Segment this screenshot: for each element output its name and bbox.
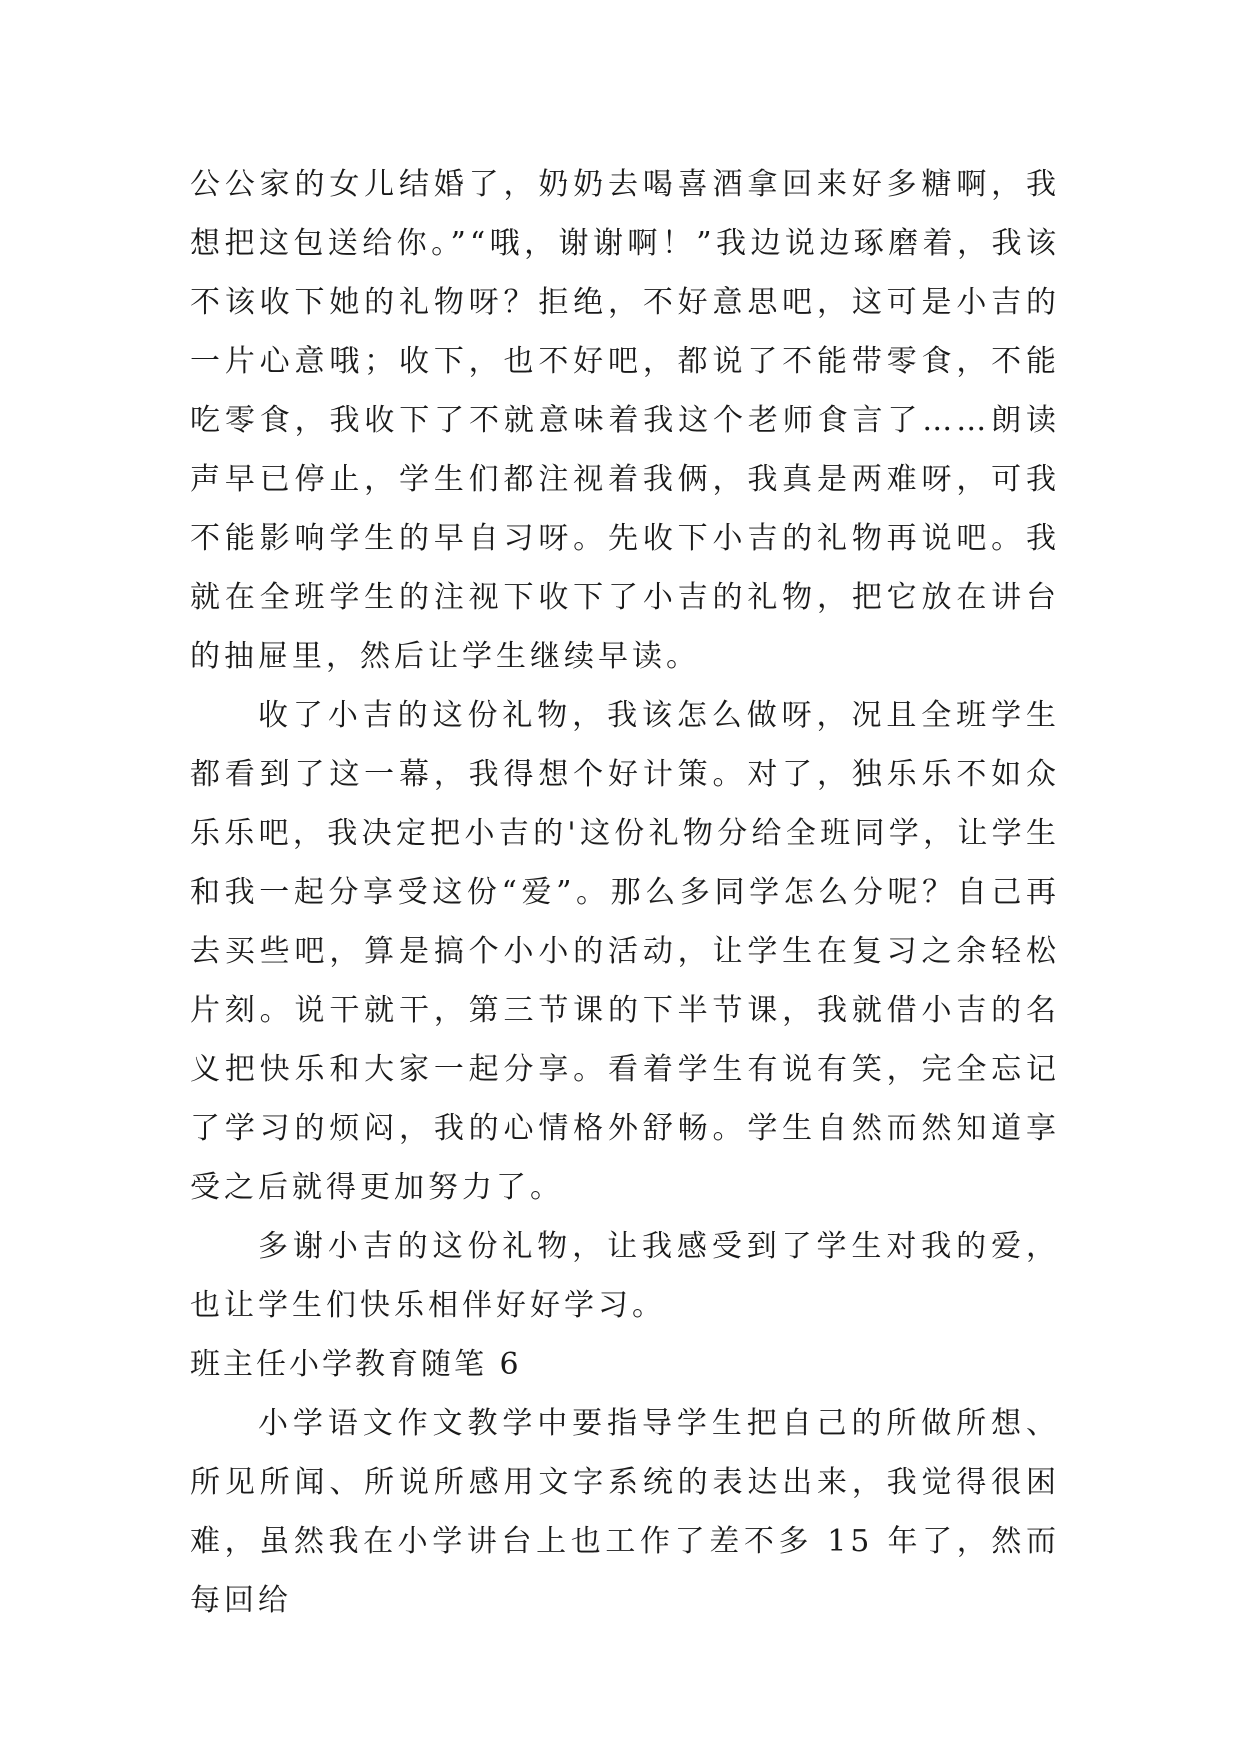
paragraph: 小学语文作文教学中要指导学生把自己的所做所想、所见所闻、所说所感用文字系统的表达出来，我觉得很困难，虽然我在小学讲台上也工作了差不多 15 年了，然而每回给: [190, 1406, 1060, 1618]
paragraph: 收了小吉的这份礼物，我该怎么做呀，况且全班学生都看到了这一幕，我得想个好计策。对了，独乐乐不如众乐乐吧，我决定把小吉的'这份礼物分给全班同学，让学生和我一起分享受这份“爱”。那么多同学怎么分呢？自己再去买些吧，算是搞个小小的活动，让学生在复习之余轻松片刻。说干就干，第三节课的下半节课，我就借小吉的名义把快乐和大家一起分享。看着学生有说有笑，完全忘记了学习的烦闷，我的心情格外舒畅。学生自然而然知道享受之后就得更加努力了。: [190, 698, 1060, 1205]
paragraph: 多谢小吉的这份礼物，让我感受到了学生对我的爱，也让学生们快乐相伴好好学习。: [190, 1229, 1060, 1323]
section-heading: 班主任小学教育随笔 6: [190, 1347, 522, 1382]
paragraph-continued: 公公家的女儿结婚了，奶奶去喝喜酒拿回来好多糖啊，我想把这包送给你。”“哦，谢谢啊！”我边说边琢磨着，我该不该收下她的礼物呀？拒绝，不好意思吧，这可是小吉的一片心意哦；收下，也不好吧，都说了不能带零食，不能吃零食，我收下了不就意味着我这个老师食言了……朗读声早已停止，学生们都注视着我俩，我真是两难呀，可我不能影响学生的早自习呀。先收下小吉的礼物再说吧。我就在全班学生的注视下收下了小吉的礼物，把它放在讲台的抽屉里，然后让学生继续早读。: [190, 167, 1060, 674]
document-body: [190, 155, 1060, 1630]
